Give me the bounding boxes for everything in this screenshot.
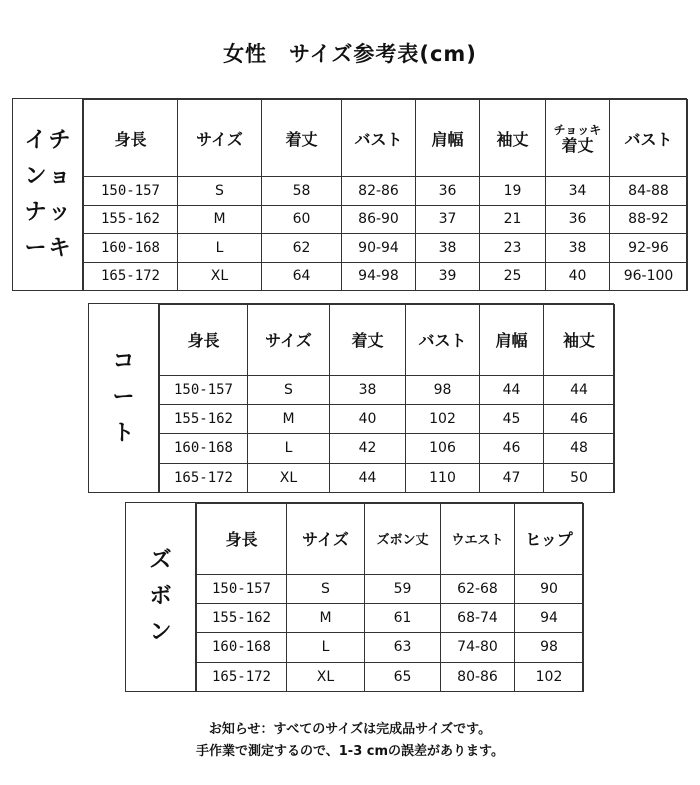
header-cell: バスト — [610, 100, 688, 177]
size-cell: L — [287, 633, 365, 662]
value-cell: 80-86 — [441, 662, 515, 691]
value-cell: 59 — [365, 574, 441, 603]
inner-table — [83, 99, 688, 291]
pants-table-label — [126, 503, 196, 691]
table-row — [197, 633, 584, 662]
pants-size-table — [125, 502, 583, 692]
header-cell: 肩幅 — [480, 305, 544, 376]
value-cell: 90-94 — [342, 234, 416, 262]
value-cell: 40 — [546, 262, 610, 290]
header-cell: 身長 — [197, 504, 287, 575]
value-cell: 94 — [515, 604, 584, 633]
header-cell: ズボン丈 — [365, 504, 441, 575]
height-cell: 165-172 — [84, 262, 178, 290]
table-row — [197, 604, 584, 633]
header-cell: 袖丈 — [480, 100, 546, 177]
table-row — [84, 262, 688, 290]
label-char: ト — [112, 421, 135, 446]
value-cell: 84-88 — [610, 177, 688, 205]
height-cell: 165-172 — [197, 662, 287, 691]
header-cell: 袖丈 — [544, 305, 615, 376]
label-char: ズ — [149, 548, 172, 573]
label-char: ナ — [24, 199, 47, 225]
table-row — [160, 434, 615, 463]
value-cell: 44 — [330, 463, 406, 492]
label-char: ン — [24, 163, 47, 189]
header-cell: サイズ — [287, 504, 365, 575]
table-row — [160, 375, 615, 404]
value-cell: 68-74 — [441, 604, 515, 633]
value-cell: 39 — [416, 262, 480, 290]
coat-table — [159, 304, 615, 493]
height-cell: 160-168 — [197, 633, 287, 662]
header-cell: バスト — [342, 100, 416, 177]
header-cell: バスト — [406, 305, 480, 376]
header-cell: ヒップ — [515, 504, 584, 575]
label-char: イ — [24, 127, 47, 153]
table-row — [84, 177, 688, 205]
value-cell: 92-96 — [610, 234, 688, 262]
table-row — [160, 405, 615, 434]
value-cell: 63 — [365, 633, 441, 662]
size-cell: M — [178, 205, 262, 233]
size-cell: S — [248, 375, 330, 404]
label-char: コ — [112, 349, 135, 374]
size-cell: L — [178, 234, 262, 262]
note-line-1: お知らせ：すべてのサイズは完成品サイズです。 — [208, 722, 492, 737]
value-cell: 47 — [480, 463, 544, 492]
value-cell: 34 — [546, 177, 610, 205]
size-cell: S — [287, 574, 365, 603]
header-cell: ウエスト — [441, 504, 515, 575]
height-cell: 155-162 — [160, 405, 248, 434]
header-vest-length: 着丈 — [561, 136, 594, 156]
value-cell: 42 — [330, 434, 406, 463]
value-cell: 98 — [515, 633, 584, 662]
header-cell: 着丈 — [330, 305, 406, 376]
value-cell: 36 — [546, 205, 610, 233]
value-cell: 96-100 — [610, 262, 688, 290]
height-cell: 165-172 — [160, 463, 248, 492]
value-cell: 90 — [515, 574, 584, 603]
height-cell: 155-162 — [197, 604, 287, 633]
value-cell: 36 — [416, 177, 480, 205]
value-cell: 58 — [262, 177, 342, 205]
pants-table — [196, 503, 584, 692]
value-cell: 82-86 — [342, 177, 416, 205]
header-cell — [546, 100, 610, 177]
label-col — [49, 123, 71, 267]
size-cell: M — [287, 604, 365, 633]
value-cell: 25 — [480, 262, 546, 290]
value-cell: 102 — [406, 405, 480, 434]
value-cell: 48 — [544, 434, 615, 463]
table-row — [84, 205, 688, 233]
size-cell: XL — [287, 662, 365, 691]
label-char: ー — [112, 385, 135, 410]
value-cell: 46 — [544, 405, 615, 434]
label-char: ボ — [149, 584, 172, 609]
label-char: ン — [149, 620, 172, 645]
size-cell: M — [248, 405, 330, 434]
height-cell: 150-157 — [160, 375, 248, 404]
value-cell: 45 — [480, 405, 544, 434]
label-char: ッ — [48, 199, 71, 225]
table-row — [197, 662, 584, 691]
value-cell: 44 — [544, 375, 615, 404]
coat-size-table — [88, 303, 614, 493]
value-cell: 38 — [546, 234, 610, 262]
page-title: 女性 サイズ参考表(cm) — [223, 42, 477, 66]
label-char: ョ — [48, 163, 71, 189]
height-cell: 160-168 — [160, 434, 248, 463]
value-cell: 46 — [480, 434, 544, 463]
height-cell: 150-157 — [84, 177, 178, 205]
value-cell: 38 — [416, 234, 480, 262]
value-cell: 74-80 — [441, 633, 515, 662]
size-cell: L — [248, 434, 330, 463]
value-cell: 44 — [480, 375, 544, 404]
value-cell: 62-68 — [441, 574, 515, 603]
label-char: ー — [24, 235, 47, 261]
header-vest-label: チョッキ — [553, 123, 602, 138]
note-line-2: 手作業で測定するので、1-3 cmの誤差があります。 — [196, 744, 504, 759]
label-char: キ — [48, 235, 71, 261]
size-cell: XL — [248, 463, 330, 492]
label-col — [24, 123, 46, 267]
value-cell: 64 — [262, 262, 342, 290]
size-cell: S — [178, 177, 262, 205]
value-cell: 88-92 — [610, 205, 688, 233]
value-cell: 50 — [544, 463, 615, 492]
value-cell: 98 — [406, 375, 480, 404]
value-cell: 40 — [330, 405, 406, 434]
value-cell: 38 — [330, 375, 406, 404]
value-cell: 23 — [480, 234, 546, 262]
value-cell: 106 — [406, 434, 480, 463]
value-cell: 110 — [406, 463, 480, 492]
value-cell: 102 — [515, 662, 584, 691]
table-row — [84, 234, 688, 262]
label-col — [149, 543, 171, 651]
value-cell: 61 — [365, 604, 441, 633]
value-cell: 60 — [262, 205, 342, 233]
value-cell: 21 — [480, 205, 546, 233]
height-cell: 150-157 — [197, 574, 287, 603]
inner-table-label — [13, 99, 83, 290]
size-cell: XL — [178, 262, 262, 290]
value-cell: 86-90 — [342, 205, 416, 233]
label-col — [112, 344, 134, 452]
header-cell: サイズ — [178, 100, 262, 177]
header-cell: 身長 — [84, 100, 178, 177]
label-char: チ — [48, 127, 71, 153]
table-row — [197, 574, 584, 603]
value-cell: 19 — [480, 177, 546, 205]
value-cell: 62 — [262, 234, 342, 262]
header-cell: サイズ — [248, 305, 330, 376]
value-cell: 37 — [416, 205, 480, 233]
header-cell: 肩幅 — [416, 100, 480, 177]
inner-size-table — [12, 98, 687, 291]
height-cell: 160-168 — [84, 234, 178, 262]
height-cell: 155-162 — [84, 205, 178, 233]
coat-table-label — [89, 304, 159, 492]
value-cell: 94-98 — [342, 262, 416, 290]
header-cell: 着丈 — [262, 100, 342, 177]
header-cell: 身長 — [160, 305, 248, 376]
value-cell: 65 — [365, 662, 441, 691]
table-row — [160, 463, 615, 492]
